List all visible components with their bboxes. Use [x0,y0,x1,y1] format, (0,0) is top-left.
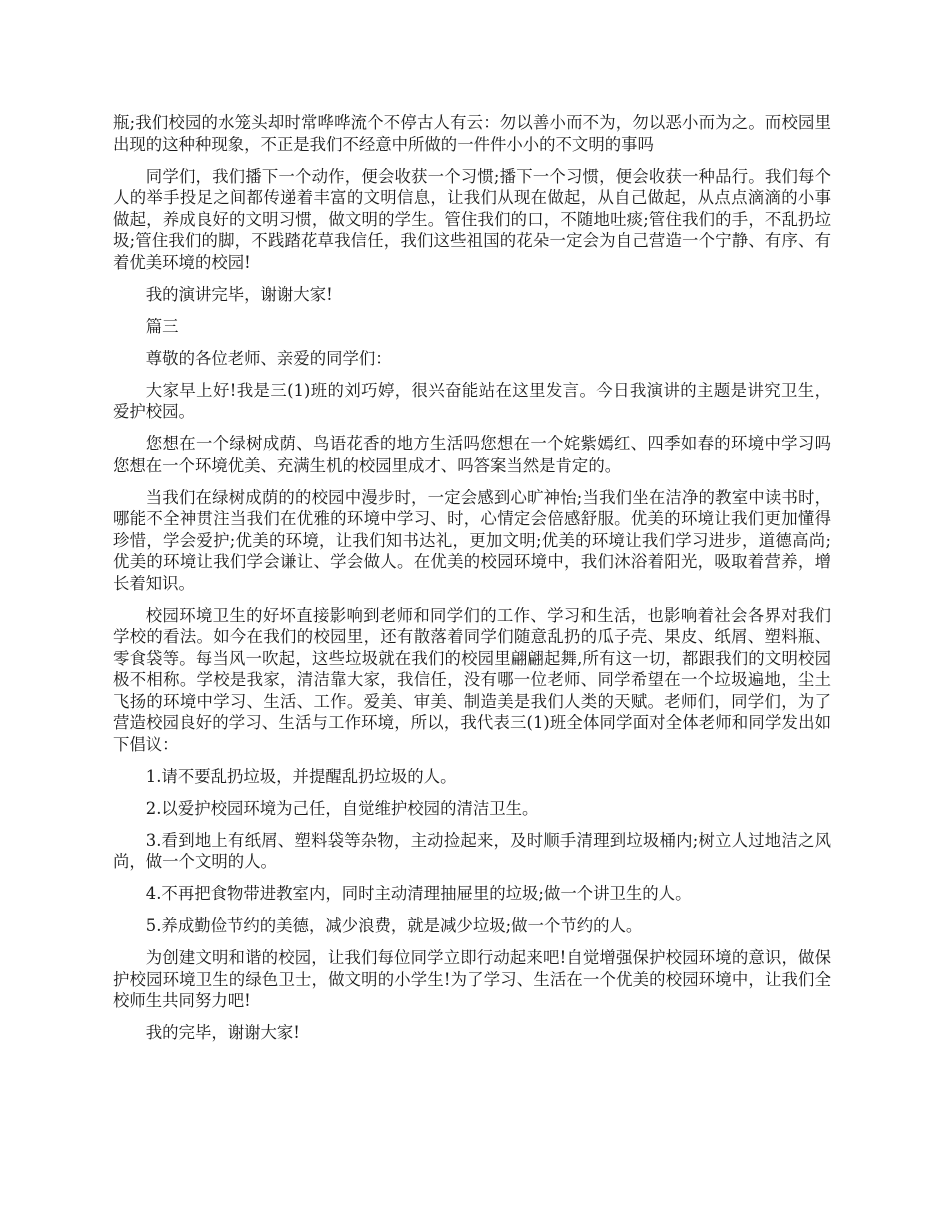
paragraph-environment: 当我们在绿树成荫的的校园中漫步时，一定会感到心旷神怡;当我们坐在洁净的教室中读书时，哪能不全神贯注当我们在优雅的环境中学习、时，心情定会倍感舒服。优美的环境让我们更加懂得珍惜，学会爱护;优美的环境，让我们知书达礼，更加文明;优美的环境让我们学习进步，道德高尚;优美的环境让我们学会谦让、学会做人。在优美的校园环境中，我们沐浴着阳光，吸取着营养，增长着知识。 [113,487,831,593]
paragraph-closing-2: 我的完毕，谢谢大家! [145,1023,300,1042]
paragraph-habits: 同学们，我们播下一个动作，便会收获一个习惯;播下一个习惯，便会收获一种品行。我们每个人的举手投足之间都传递着丰富的文明信息，让我们从现在做起，从自己做起，从点点滴滴的小事做起，养成良好的文明习惯，做文明的学生。管住我们的口，不随地吐痰;管住我们的手，不乱扔垃圾;管住我们的脚，不践踏花草我信任，我们这些祖国的花朵一定会为自己营造一个宁静、有序、有着优美环境的校园! [113,166,831,272]
paragraph-questions: 您想在一个绿树成荫、鸟语花香的地方生活吗您想在一个姹紫嫣红、四季如春的环境中学习吗您想在一个环境优美、充满生机的校园里成才、吗答案当然是肯定的。 [113,434,831,475]
proposal-item-5: 5.养成勤俭节约的美德，减少浪费，就是减少垃圾;做一个节约的人。 [145,916,643,935]
paragraph-hygiene: 校园环境卫生的好坏直接影响到老师和同学们的工作、学习和生活，也影响着社会各界对我们学校的看法。如今在我们的校园里，还有散落着同学们随意乱扔的瓜子壳、果皮、纸屑、塑料瓶、零食袋等。每当风一吹起，这些垃圾就在我们的校园里翩翩起舞,所有这一切，都跟我们的文明校园极不相称。学校是我家，清洁靠大家，我信任，没有哪一位老师、同学希望在一个垃圾遍地，尘土飞扬的环境中学习、生活、工作。爱美、审美、制造美是我们人类的天赋。老师们，同学们，为了营造校园良好的学习、生活与工作环境，所以，我代表三(1)班全体同学面对全体老师和同学发出如下倡议： [113,605,831,754]
proposal-item-3: 3.看到地上有纸屑、塑料袋等杂物，主动捡起来，及时顺手清理到垃圾桶内;树立人过地洁之风尚，做一个文明的人。 [113,830,831,871]
section-heading: 篇三 [145,316,179,336]
paragraph-greeting: 大家早上好!我是三(1)班的刘巧婷，很兴奋能站在这里发言。今日我演讲的主题是讲究卫生，爱护校园。 [113,380,831,421]
proposal-item-4: 4.不再把食物带进教室内，同时主动清理抽屉里的垃圾;做一个讲卫生的人。 [145,884,692,903]
paragraph-salutation: 尊敬的各位老师、亲爱的同学们： [145,348,392,368]
document-page [113,112,831,1054]
paragraph-continuation: 瓶;我们校园的水笼头却时常哗哗流个不停古人有云：勿以善小而不为，勿以恶小而为之。而校园里出现的这种种现象，不正是我们不经意中所做的一件件小小的不文明的事吗 [113,113,831,154]
paragraph-call-to-action: 为创建文明和谐的校园，让我们每位同学立即行动起来吧!自觉增强保护校园环境的意识，做保护校园环境卫生的绿色卫士，做文明的小学生!为了学习、生活在一个优美的校园环境中，让我们全校师生共同努力吧! [113,948,831,1010]
paragraph-closing-1: 我的演讲完毕，谢谢大家! [145,284,333,304]
proposal-item-2: 2.以爱护校园环境为己任，自觉维护校园的清洁卫生。 [145,798,539,818]
proposal-item-1: 1.请不要乱扔垃圾，并提醒乱扔垃圾的人。 [145,766,457,786]
